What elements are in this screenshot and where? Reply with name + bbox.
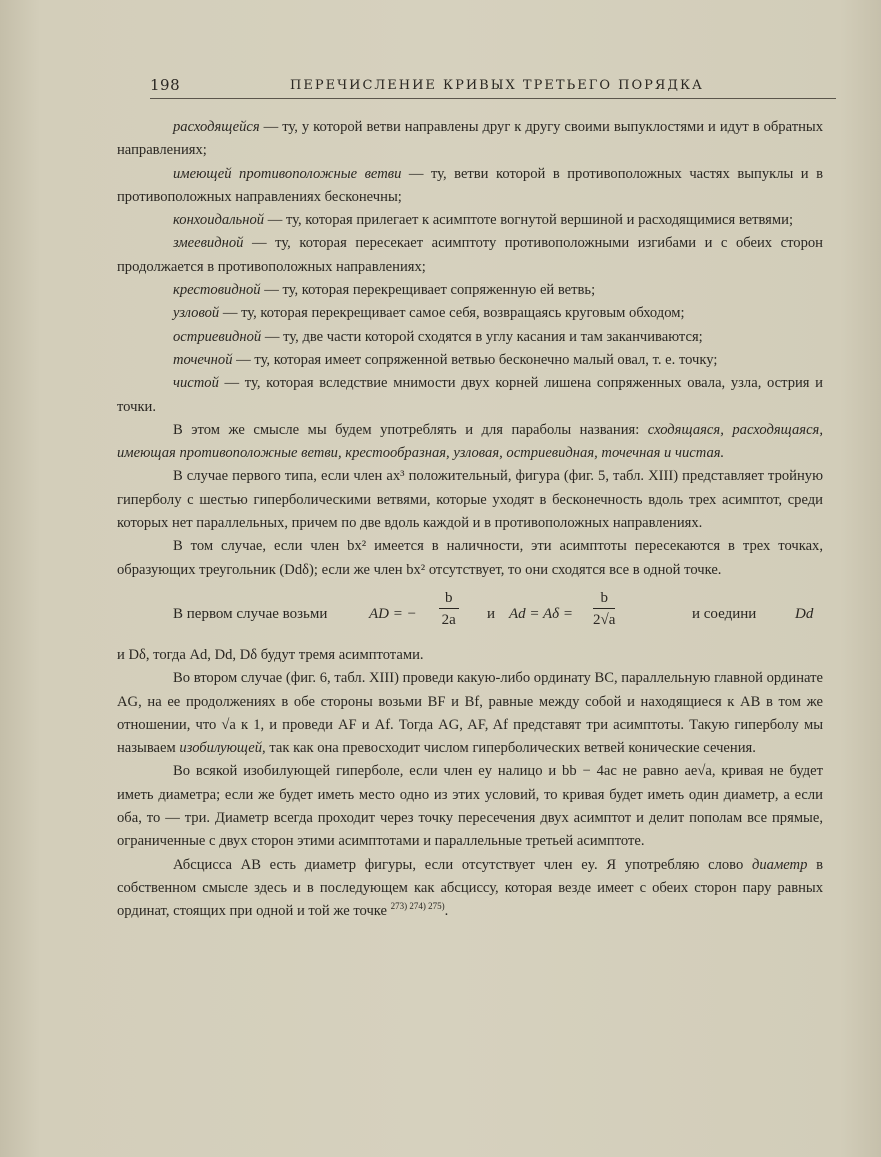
definition-paragraph: змеевидной — ту, которая пересекает асимптоту противоположными изгибами и с обеих сторон продолжается в противоположных направлениях; <box>117 235 823 275</box>
second-case-paragraph: Во втором случае (фиг. 6, табл. XIII) проведи какую-либо ординату BC, параллельную главной ординате AG, на ее продолжениях в обе стороны возьми BF и Bf, равные между собой и находящиеся к AB в том же отношении, что √a к 1, и проведи AF и Af. Тогда AG, AF, Af представят три асимптоты. Такую гиперболу мы называем изобилующей, так как она превосходит числом гиперболических ветвей конические сечения. <box>117 670 823 757</box>
asymptote-formula <box>117 586 823 644</box>
term: расходящейся <box>173 119 260 135</box>
term: узловой <box>173 305 220 322</box>
formula-Ad: Ad = Aδ = <box>509 605 574 622</box>
term: точечной <box>173 351 233 368</box>
term-abundant: изобилующей <box>179 740 263 757</box>
term-diameter: диаметр <box>751 856 808 873</box>
parabola-names: сходящаяся, расходящаяся, имеющая противоположные ветви, крестообразная, узловая, остриевидная, точечная и чистая. <box>117 421 823 462</box>
term: имеющей противоположные ветви <box>173 165 402 182</box>
term: чистой <box>173 375 219 392</box>
formula-continuation: и Dδ, тогда Ad, Dd, Dδ будут тремя асимптотами. <box>117 646 424 663</box>
term: крестовидной <box>173 282 261 299</box>
definition-paragraph: расходящейся — ту, у которой ветви направлены друг к другу своими выпуклостями и идут в обратных направлениях; <box>117 119 823 159</box>
formula-Dd: Dd <box>795 605 814 622</box>
page-header <box>150 72 836 99</box>
definition-paragraph: имеющей противоположные ветви — ту, ветви которой в противоположных частях выпуклы и в противоположных направлениях бесконечны; <box>117 165 823 205</box>
term: конхоидальной <box>173 212 265 229</box>
first-case-paragraph: В случае первого типа, если член ax³ положительный, фигура (фиг. 5, табл. XIII) представляет тройную гиперболу с шестью гиперболическими ветвями, которые уходят в бесконечность вдоль трех асимптот, среди которых нет параллельных, причем по две вдоль каждой и в противоположных направлениях. <box>117 468 823 532</box>
definition-paragraph: конхоидальной — ту, которая прилегает к асимптоте вогнутой вершиной и расходящимися ветвями; <box>173 212 793 229</box>
definition-paragraph: точечной — ту, которая имеет сопряженной ветвью бесконечно малый овал, т. е. точку; <box>173 351 718 368</box>
term: остриевидной <box>173 328 262 345</box>
fraction-b-over-2a: $\frac{b}{2a}$ <box>439 588 459 631</box>
definition-paragraph: остриевидной — ту, две части которой сходятся в углу касания и там заканчиваются; <box>173 328 703 345</box>
abundant-paragraph: Во всякой изобилующей гиперболе, если член ey налицо и bb − 4ac не равно ae√a, кривая не будет иметь диаметра; если же будет иметь место одно из этих условий, то кривая будет иметь один диаметр, а если оба, то — три. Диаметр всегда проходит через точку пересечения двух асимптот и делит пополам все прямые, ограниченные с двух сторон этими асимптотами и параллельные третьей асимптоте. <box>117 763 823 850</box>
definition-paragraph: крестовидной — ту, которая перекрещивает сопряженную ей ветвь; <box>173 282 596 299</box>
page-body <box>117 116 823 924</box>
page-number: 198 <box>150 76 181 94</box>
footnote-refs: 273) 274) 275) <box>390 901 445 912</box>
abscissa-paragraph: Абсцисса AB есть диаметр фигуры, если отсутствует член ey. Я употребляю слово диаметр в собственном смысле здесь и в последующем как абсциссу, которая везде имеет с обеих сторон пару равных ординат, стоящих при одной и той же точке $^{273) 274) 275)}$. <box>117 856 824 920</box>
bx2-paragraph: В том случае, если член bx² имеется в наличности, эти асимптоты пересекаются в трех точках, образующих треугольник (Ddδ); если же член bx² отсутствует, то они сходятся все в одной точке. <box>117 538 823 578</box>
formula-lead: В первом случае возьми <box>173 605 328 622</box>
term: змеевидной <box>173 235 244 252</box>
parabola-names-paragraph: В этом же смысле мы будем употреблять и для параболы названия: сходящаяся, расходящаяся, имеющая противоположные ветви, крестообразная, узловая, остриевидная, точечная и чистая. <box>117 421 823 462</box>
running-title: ПЕРЕЧИСЛЕНИЕ КРИВЫХ ТРЕТЬЕГО ПОРЯДКА <box>290 78 704 93</box>
definition-paragraph: узловой — ту, которая перекрещивает самое себя, возвращаясь круговым обходом; <box>173 305 685 322</box>
definition-paragraph: чистой — ту, которая вследствие мнимости двух корней лишена сопряженных овала, узла, острия и точки. <box>117 375 823 415</box>
formula-AD: AD = − <box>369 605 417 622</box>
formula-and: и <box>487 605 496 622</box>
formula-connect: и соедини <box>692 605 757 622</box>
fraction-b-over-2sqrt-a: $\frac{b}{2√a}$ <box>593 589 616 628</box>
